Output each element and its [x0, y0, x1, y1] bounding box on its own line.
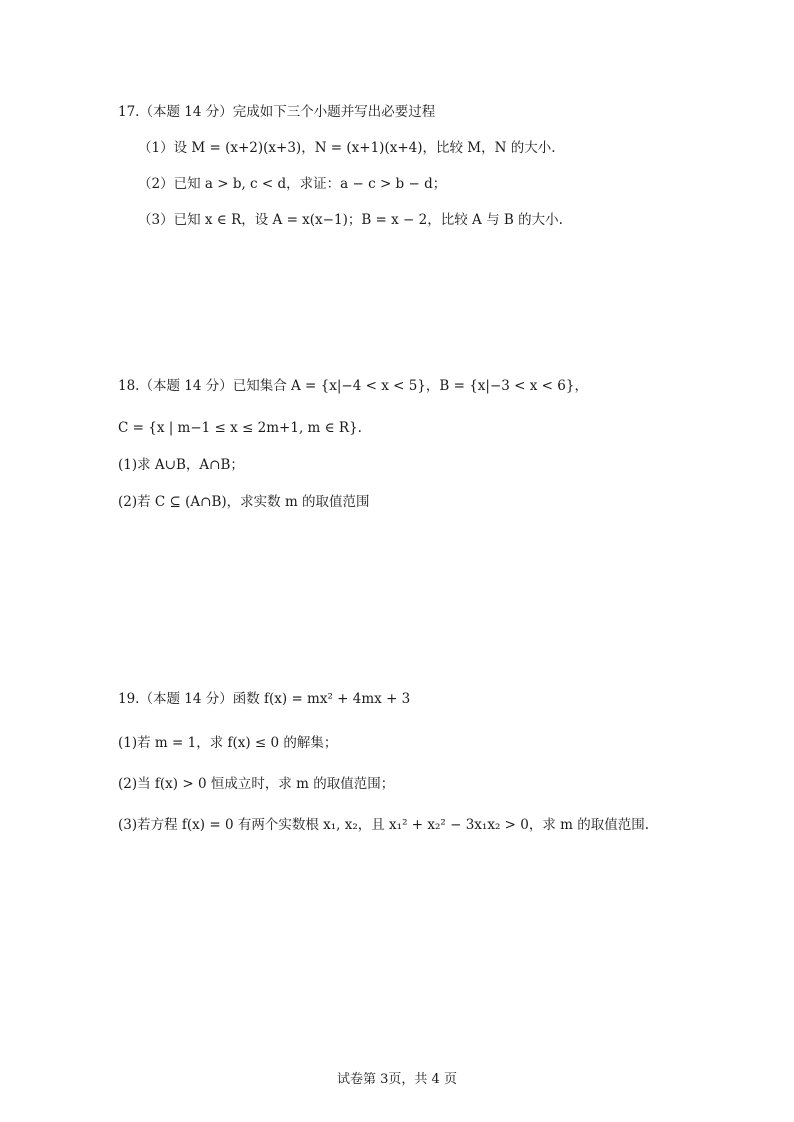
- problem-19-part-2: (2)当 f(x) > 0 恒成立时，求 m 的取值范围；: [118, 776, 395, 792]
- page-footer: 试卷第 3页，共 4 页: [337, 1072, 457, 1087]
- problem-17-header: 17.（本题 14 分）完成如下三个小题并写出必要过程: [118, 104, 436, 120]
- problem-18-set-c: C = {x | m−1 ≤ x ≤ 2m+1, m ∈ R}.: [118, 420, 362, 436]
- problem-18-part-2: (2)若 C ⊆ (A∩B)，求实数 m 的取值范围: [118, 494, 370, 510]
- problem-17-part-2: （2）已知 a > b, c < d，求证：a − c > b − d；: [138, 176, 447, 192]
- problem-18-header: 18.（本题 14 分）已知集合 A = {x|−4 < x < 5}，B = {x|−3 < x < 6}，: [118, 378, 588, 394]
- problem-19-header: 19.（本题 14 分）函数 f(x) = mx² + 4mx + 3: [118, 691, 411, 707]
- problem-18-part-1: (1)求 A∪B，A∩B；: [118, 457, 244, 473]
- problem-19-part-1: (1)若 m = 1，求 f(x) ≤ 0 的解集；: [118, 735, 338, 751]
- problem-17-part-1: （1）设 M = (x+2)(x+3)，N = (x+1)(x+4)，比较 M，N 的大小.: [138, 140, 556, 156]
- problem-19-part-3: (3)若方程 f(x) = 0 有两个实数根 x₁, x₂，且 x₁² + x₂² − 3x₁x₂ > 0，求 m 的取值范围.: [118, 817, 650, 833]
- problem-17-part-3: （3）已知 x ∈ R，设 A = x(x−1)；B = x − 2，比较 A 与 B 的大小.: [138, 212, 563, 228]
